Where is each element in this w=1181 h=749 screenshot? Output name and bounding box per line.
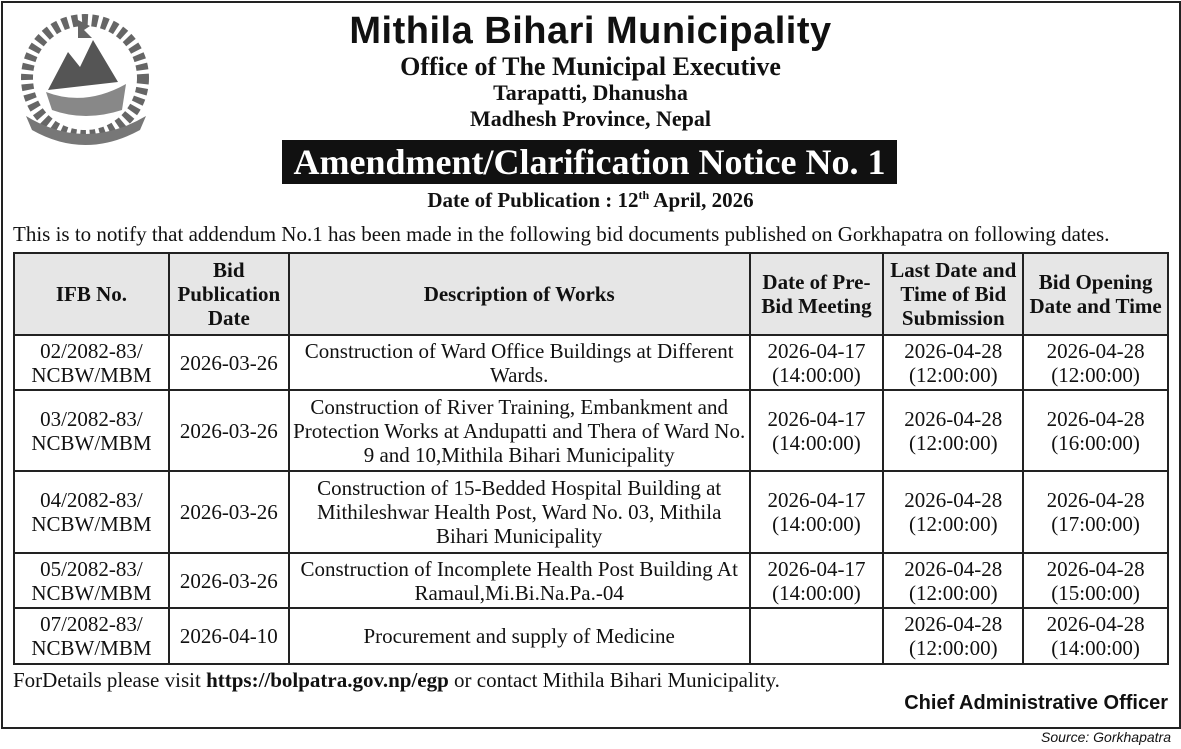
submission-cell: 2026-04-28 (12:00:00) [883,471,1023,553]
address-line-1: Tarapatti, Dhanusha [493,80,688,105]
header-publication-date: Bid Publication Date [169,253,289,335]
publication-sup: th [638,188,650,202]
description-cell: Procurement and supply of Medicine [289,608,750,664]
opening-cell: 2026-04-28 (16:00:00) [1023,390,1168,471]
ifb-cell: 07/2082-83/ NCBW/MBM [14,608,169,664]
header-submission: Last Date and Time of Bid Submission [883,253,1023,335]
description-cell: Construction of 15-Bedded Hospital Building at Mithileshwar Health Post, Ward No. 03, Mithila Bihari Municipality [289,471,750,553]
opening-cell: 2026-04-28 (15:00:00) [1023,553,1168,608]
submission-cell: 2026-04-28 (12:00:00) [883,390,1023,471]
table-row [14,553,1168,608]
header-prebid: Date of Pre-Bid Meeting [750,253,884,335]
table-row [14,471,1168,553]
table-row [14,335,1168,390]
description-cell: Construction of River Training, Embankment and Protection Works at Andupatti and Thera of Ward No. 9 and 10,Mithila Bihari Municipality [289,390,750,471]
header-ifb: IFB No. [14,253,169,335]
footer-prefix: ForDetails please visit [13,668,207,692]
submission-cell: 2026-04-28 (12:00:00) [883,335,1023,390]
prebid-cell: 2026-04-17 (14:00:00) [750,390,884,471]
prebid-cell: 2026-04-17 (14:00:00) [750,335,884,390]
office-name: Office of The Municipal Executive [400,52,781,81]
ifb-cell: 05/2082-83/ NCBW/MBM [14,553,169,608]
opening-cell: 2026-04-28 (17:00:00) [1023,471,1168,553]
footer-text [13,668,780,693]
intro-text: This is to notify that addendum No.1 has been made in the following bid documents published on Gorkhapatra on following dates. [13,222,1110,246]
footer-suffix: or contact Mithila Bihari Municipality. [448,668,780,692]
publication-date-cell: 2026-03-26 [169,335,289,390]
description-cell: Construction of Incomplete Health Post Building At Ramaul,Mi.Bi.Na.Pa.-04 [289,553,750,608]
table-header-row [14,253,1168,335]
ifb-cell: 03/2082-83/ NCBW/MBM [14,390,169,471]
signatory: Chief Administrative Officer [904,692,1168,714]
prebid-cell [750,608,884,664]
submission-cell: 2026-04-28 (12:00:00) [883,553,1023,608]
header-opening: Bid Opening Date and Time [1023,253,1168,335]
bolpatra-link[interactable]: https://bolpatra.gov.np/egp [206,668,449,692]
address-line-2: Madhesh Province, Nepal [470,106,711,131]
bid-table [13,252,1169,665]
publication-label: Date of Publication : 12 [427,188,639,212]
table-row [14,608,1168,664]
publication-date-cell: 2026-04-10 [169,608,289,664]
source-credit: Source: Gorkhapatra [1041,729,1171,745]
ifb-cell: 04/2082-83/ NCBW/MBM [14,471,169,553]
publication-date-cell: 2026-03-26 [169,553,289,608]
submission-cell: 2026-04-28 (12:00:00) [883,608,1023,664]
opening-cell: 2026-04-28 (14:00:00) [1023,608,1168,664]
notice-title: Amendment/Clarification Notice No. 1 [282,140,898,184]
prebid-cell: 2026-04-17 (14:00:00) [750,471,884,553]
municipality-name: Mithila Bihari Municipality [349,10,832,52]
description-cell: Construction of Ward Office Buildings at Different Wards. [289,335,750,390]
publication-rest: April, 2026 [649,188,754,212]
table-row [14,390,1168,471]
header-description: Description of Works [289,253,750,335]
opening-cell: 2026-04-28 (12:00:00) [1023,335,1168,390]
ifb-cell: 02/2082-83/ NCBW/MBM [14,335,169,390]
publication-date-cell: 2026-03-26 [169,390,289,471]
publication-date [0,188,1181,213]
prebid-cell: 2026-04-17 (14:00:00) [750,553,884,608]
publication-date-cell: 2026-03-26 [169,471,289,553]
